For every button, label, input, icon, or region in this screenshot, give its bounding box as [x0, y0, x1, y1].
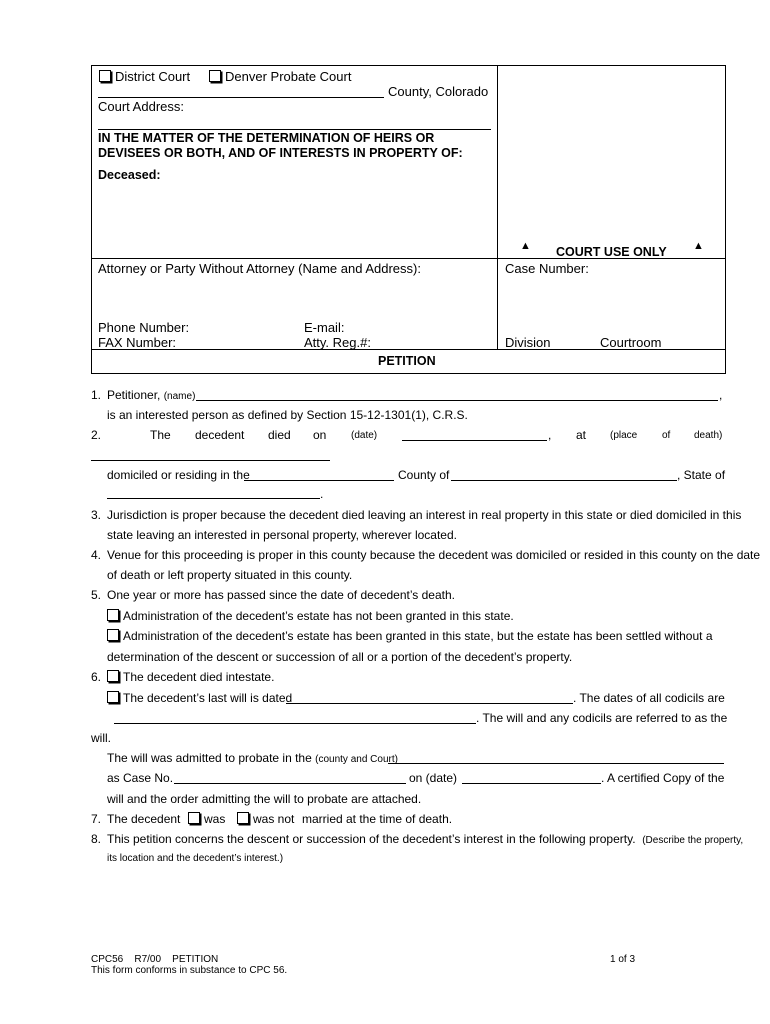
comma: , — [548, 428, 552, 442]
district-court-checkbox[interactable] — [99, 70, 111, 82]
will-date-field[interactable] — [286, 703, 573, 704]
certified-copy-label: . A certified Copy of the — [601, 771, 725, 785]
will-referred-label: . The will and any codicils are referred to as the — [476, 711, 728, 725]
paragraph-5-line4: determination of the descent or succession of all or a portion of the decedent’s property. — [107, 650, 573, 664]
not-granted-checkbox[interactable] — [107, 609, 119, 621]
email-label: E-mail: — [304, 320, 345, 335]
admit-date-field[interactable] — [462, 783, 601, 784]
paragraph-1-petitioner: Petitioner, (name) — [107, 388, 196, 402]
paragraph-1-text: is an interested person as defined by Section 15-12-1301(1), C.R.S. — [107, 408, 468, 422]
paragraph-7-married: married at the time of death. — [302, 812, 453, 826]
court-use-only-label: COURT USE ONLY — [556, 245, 667, 259]
was-married-option[interactable]: was — [188, 812, 225, 826]
was-not-married-option[interactable]: was not — [237, 812, 294, 826]
p2-place: (place — [610, 430, 638, 441]
p2-of: of — [662, 430, 671, 441]
paragraph-3-line2: state leaving an interested in personal property, wherever located. — [107, 528, 457, 542]
court-address-label: Court Address: — [98, 99, 184, 114]
p2-state-of: , State of — [677, 468, 726, 482]
case-number-label: Case Number: — [505, 261, 589, 276]
period: . — [320, 487, 324, 501]
domicile-state-field[interactable] — [107, 498, 320, 499]
atty-reg-label: Atty. Reg.#: — [304, 335, 371, 350]
denver-probate-option[interactable]: Denver Probate Court — [209, 69, 351, 84]
will-dated-checkbox[interactable] — [107, 691, 119, 703]
comma: , — [719, 388, 723, 402]
intestate-checkbox[interactable] — [107, 670, 119, 682]
paragraph-7-decedent: The decedent — [107, 812, 181, 826]
footer-conforms: This form conforms in substance to CPC 56. — [91, 965, 288, 976]
p2-date: (date) — [351, 430, 378, 441]
paragraph-4-number: 4. — [91, 548, 102, 562]
footer-page-number: 1 of 3 — [610, 954, 636, 965]
fax-label: FAX Number: — [98, 335, 177, 350]
granted-settled-checkbox[interactable] — [107, 629, 119, 641]
domicile-city-field[interactable] — [244, 480, 394, 481]
death-date-field[interactable] — [402, 440, 547, 441]
paragraph-8-number: 8. — [91, 832, 102, 846]
will-dated-option[interactable]: The decedent’s last will is dated — [107, 691, 292, 705]
up-arrow-icon: ▲ — [520, 240, 531, 252]
paragraph-2-number: 2. — [91, 428, 102, 442]
codicils-label: . The dates of all codicils are — [573, 691, 725, 705]
granted-settled-option[interactable]: Administration of the decedent’s estate has been granted in this state, but the estate has been settled without a — [107, 629, 713, 643]
paragraph-8-line2: its location and the decedent’s interest.) — [107, 853, 284, 864]
p2-died: died — [268, 428, 291, 442]
paragraph-4-line2: of death or left property situated in this county. — [107, 568, 353, 582]
p2-decedent: decedent — [195, 428, 245, 442]
phone-label: Phone Number: — [98, 320, 190, 335]
matter-heading-line1: IN THE MATTER OF THE DETERMINATION OF HEIRS OR — [98, 131, 435, 145]
p2-at: at — [576, 428, 587, 442]
county-name-field[interactable] — [98, 97, 384, 98]
place-of-death-field[interactable] — [91, 460, 330, 461]
was-not-married-checkbox[interactable] — [237, 812, 249, 824]
court-address-rule — [98, 129, 491, 130]
paragraph-3-line1: Jurisdiction is proper because the decedent died leaving an interest in real property in this state or died domiciled in this — [107, 508, 742, 522]
admitted-label: The will was admitted to probate in the (county and Court) — [107, 751, 398, 765]
paragraph-6-attached: will and the order admitting the will to probate are attached. — [107, 792, 422, 806]
p2-county-of: County of — [398, 468, 450, 482]
division-label: Division — [505, 335, 551, 350]
matter-heading-line2: DEVISEES OR BOTH, AND OF INTERESTS IN PROPERTY OF: — [98, 146, 463, 160]
paragraph-7-number: 7. — [91, 812, 102, 826]
p2-the: The — [150, 428, 171, 442]
deceased-label: Deceased: — [98, 168, 161, 182]
case-no-label: as Case No. — [107, 771, 174, 785]
petitioner-name-field[interactable] — [196, 400, 718, 401]
footer-form-id: CPC56 R7/00 PETITION — [91, 954, 219, 965]
admit-date-label: on (date) — [409, 771, 458, 785]
up-arrow-icon: ▲ — [693, 240, 704, 252]
county-colorado-label: County, Colorado — [388, 84, 489, 99]
paragraph-5-number: 5. — [91, 588, 102, 602]
paragraph-6-number: 6. — [91, 670, 102, 684]
county-court-field[interactable] — [388, 763, 724, 764]
paragraph-4-line1: Venue for this proceeding is proper in this county because the decedent was domiciled or resided in this county on the date — [107, 548, 761, 562]
district-court-option[interactable]: District Court — [99, 69, 190, 84]
paragraph-5-line1: One year or more has passed since the date of decedent’s death. — [107, 588, 455, 602]
courtroom-label: Courtroom — [600, 335, 662, 350]
case-no-field[interactable] — [174, 783, 406, 784]
codicil-dates-field[interactable] — [114, 723, 476, 724]
denver-probate-checkbox[interactable] — [209, 70, 221, 82]
page-title: PETITION — [378, 354, 436, 368]
intestate-option[interactable]: The decedent died intestate. — [107, 670, 274, 684]
will-word: will. — [91, 731, 111, 745]
was-married-checkbox[interactable] — [188, 812, 200, 824]
not-granted-option[interactable]: Administration of the decedent’s estate has not been granted in this state. — [107, 609, 514, 623]
paragraph-8-line1: This petition concerns the descent or succession of the decedent’s interest in the following property. (Describe the property, — [107, 832, 744, 846]
domicile-county-field[interactable] — [451, 480, 677, 481]
caption-divider-vertical — [497, 65, 498, 349]
p2-domiciled: domiciled or residing in the — [107, 468, 250, 482]
attorney-label: Attorney or Party Without Attorney (Name and Address): — [98, 261, 421, 276]
paragraph-3-number: 3. — [91, 508, 102, 522]
p2-on: on — [313, 428, 327, 442]
paragraph-1-number: 1. — [91, 388, 102, 402]
p2-death: death) — [694, 430, 723, 441]
